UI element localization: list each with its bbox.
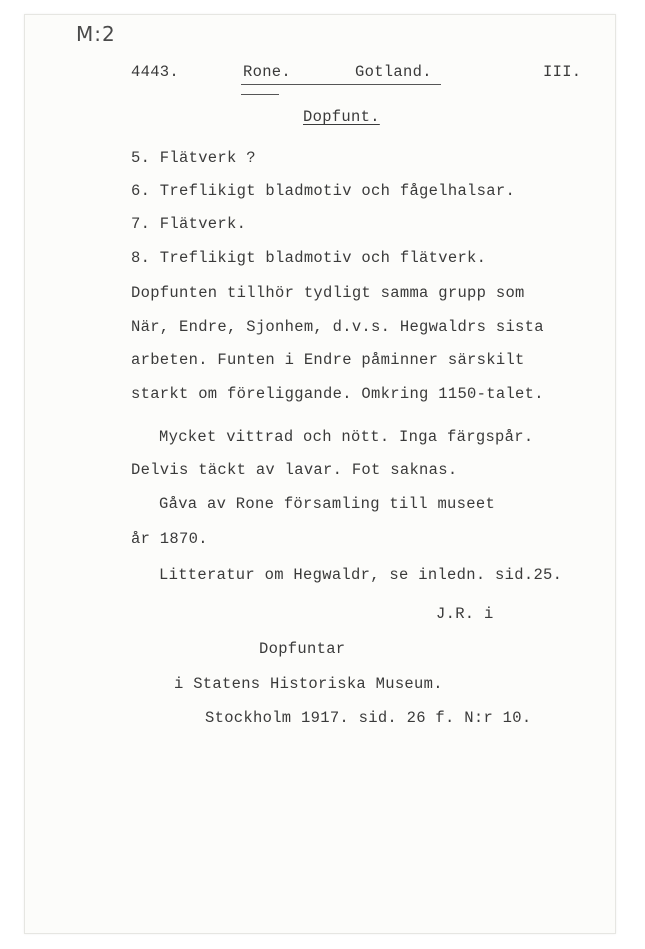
text-line: 6. Treflikigt bladmotiv och fågelhalsar.	[131, 182, 516, 200]
place-underline-short	[241, 94, 279, 95]
section-number: III.	[543, 63, 582, 81]
text-line: Gåva av Rone församling till museet	[159, 495, 496, 513]
text-line: När, Endre, Sjonhem, d.v.s. Hegwaldrs sista	[131, 318, 544, 336]
text-line: Delvis täckt av lavar. Fot saknas.	[131, 461, 458, 479]
reference-line: Stockholm 1917. sid. 26 f. N:r 10.	[205, 709, 532, 727]
header-underline	[241, 84, 441, 85]
text-line: Litteratur om Hegwaldr, se inledn. sid.25.	[159, 566, 563, 584]
text-line: starkt om föreliggande. Omkring 1150-talet.	[131, 385, 544, 403]
text-line: 7. Flätverk.	[131, 215, 247, 233]
text-line: år 1870.	[131, 530, 208, 548]
signature-initials: J.R. i	[436, 605, 494, 623]
document-title: Dopfunt.	[303, 108, 380, 126]
reference-title: Dopfuntar	[259, 640, 346, 658]
corner-mark: M:2	[76, 22, 116, 46]
text-line: arbeten. Funten i Endre påminner särskilt	[131, 351, 525, 369]
region-name: Gotland.	[355, 63, 432, 81]
reference-line: i Statens Historiska Museum.	[174, 675, 443, 693]
catalog-number: 4443.	[131, 63, 180, 81]
text-line: 5. Flätverk ?	[131, 149, 256, 167]
text-line: Mycket vittrad och nött. Inga färgspår.	[159, 428, 534, 446]
place-name: Rone.	[243, 63, 292, 81]
text-line: 8. Treflikigt bladmotiv och flätverk.	[131, 249, 487, 267]
text-line: Dopfunten tillhör tydligt samma grupp som	[131, 284, 525, 302]
